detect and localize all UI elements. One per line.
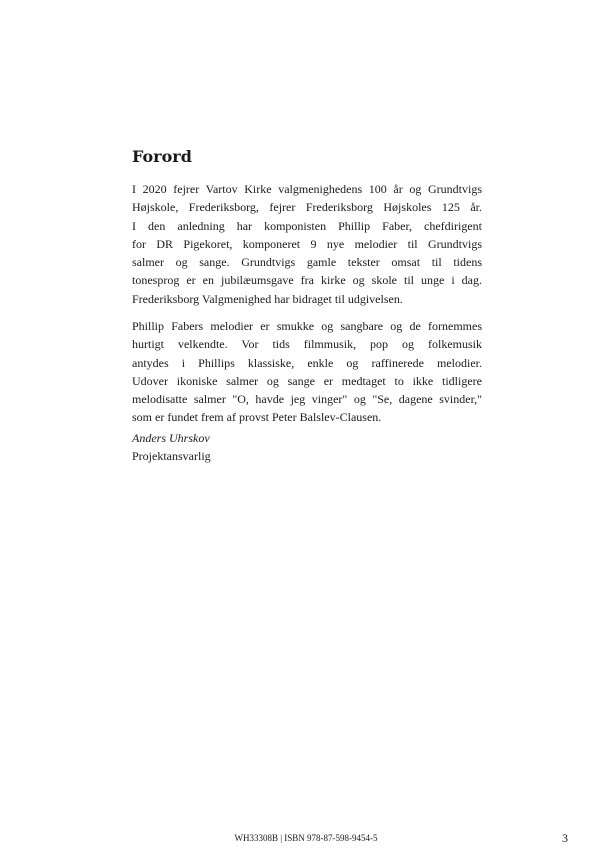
text-line: antydes i Phillips klassiske, enkle og raffinerede melodier.: [132, 355, 482, 370]
text-line: som er fundet frem af provst Peter Balslev-Clausen.: [132, 410, 382, 425]
text-line: Frederiksborg Valgmenighed har bidraget til udgivelsen.: [132, 291, 403, 306]
text-line: tonesprog er en jubilæumsgave fra kirke og skole til unge i dag.: [132, 273, 482, 288]
text-line: hurtigt velkendte. Vor tids filmmusik, pop og folkemusik: [132, 337, 482, 352]
paragraph-intro: [132, 180, 482, 308]
signature-role: Projektansvarlig: [132, 449, 211, 463]
footer-isbn: WH33308B | ISBN 978-87-598-9454-5: [234, 833, 378, 843]
signature-name: Anders Uhrskov: [132, 431, 210, 445]
text-line: I den anledning har komponisten Phillip Faber, chefdirigent: [132, 218, 482, 233]
text-line: Udover ikoniske salmer og sange er medtaget to ikke tidligere: [132, 373, 482, 388]
text-line: salmer og sange. Grundtvigs gamle tekster omsat til tidens: [132, 255, 482, 270]
paragraph-melodies: [132, 317, 482, 427]
text-line: Phillip Fabers melodier er smukke og sangbare og de fornemmes: [132, 319, 482, 333]
text-line: for DR Pigekoret, komponeret 9 nye melodier til Grundtvigs: [132, 236, 482, 251]
text-line: melodisatte salmer "O, havde jeg vinger" og "Se, dagene svinder,": [132, 392, 482, 407]
page-title: Forord: [132, 147, 192, 166]
page-number: 3: [562, 831, 568, 845]
text-line: Højskole, Frederiksborg, fejrer Frederiksborg Højskoles 125 år.: [132, 200, 482, 215]
text-line: I 2020 fejrer Vartov Kirke valgmenighedens 100 år og Grundtvigs: [132, 182, 482, 196]
